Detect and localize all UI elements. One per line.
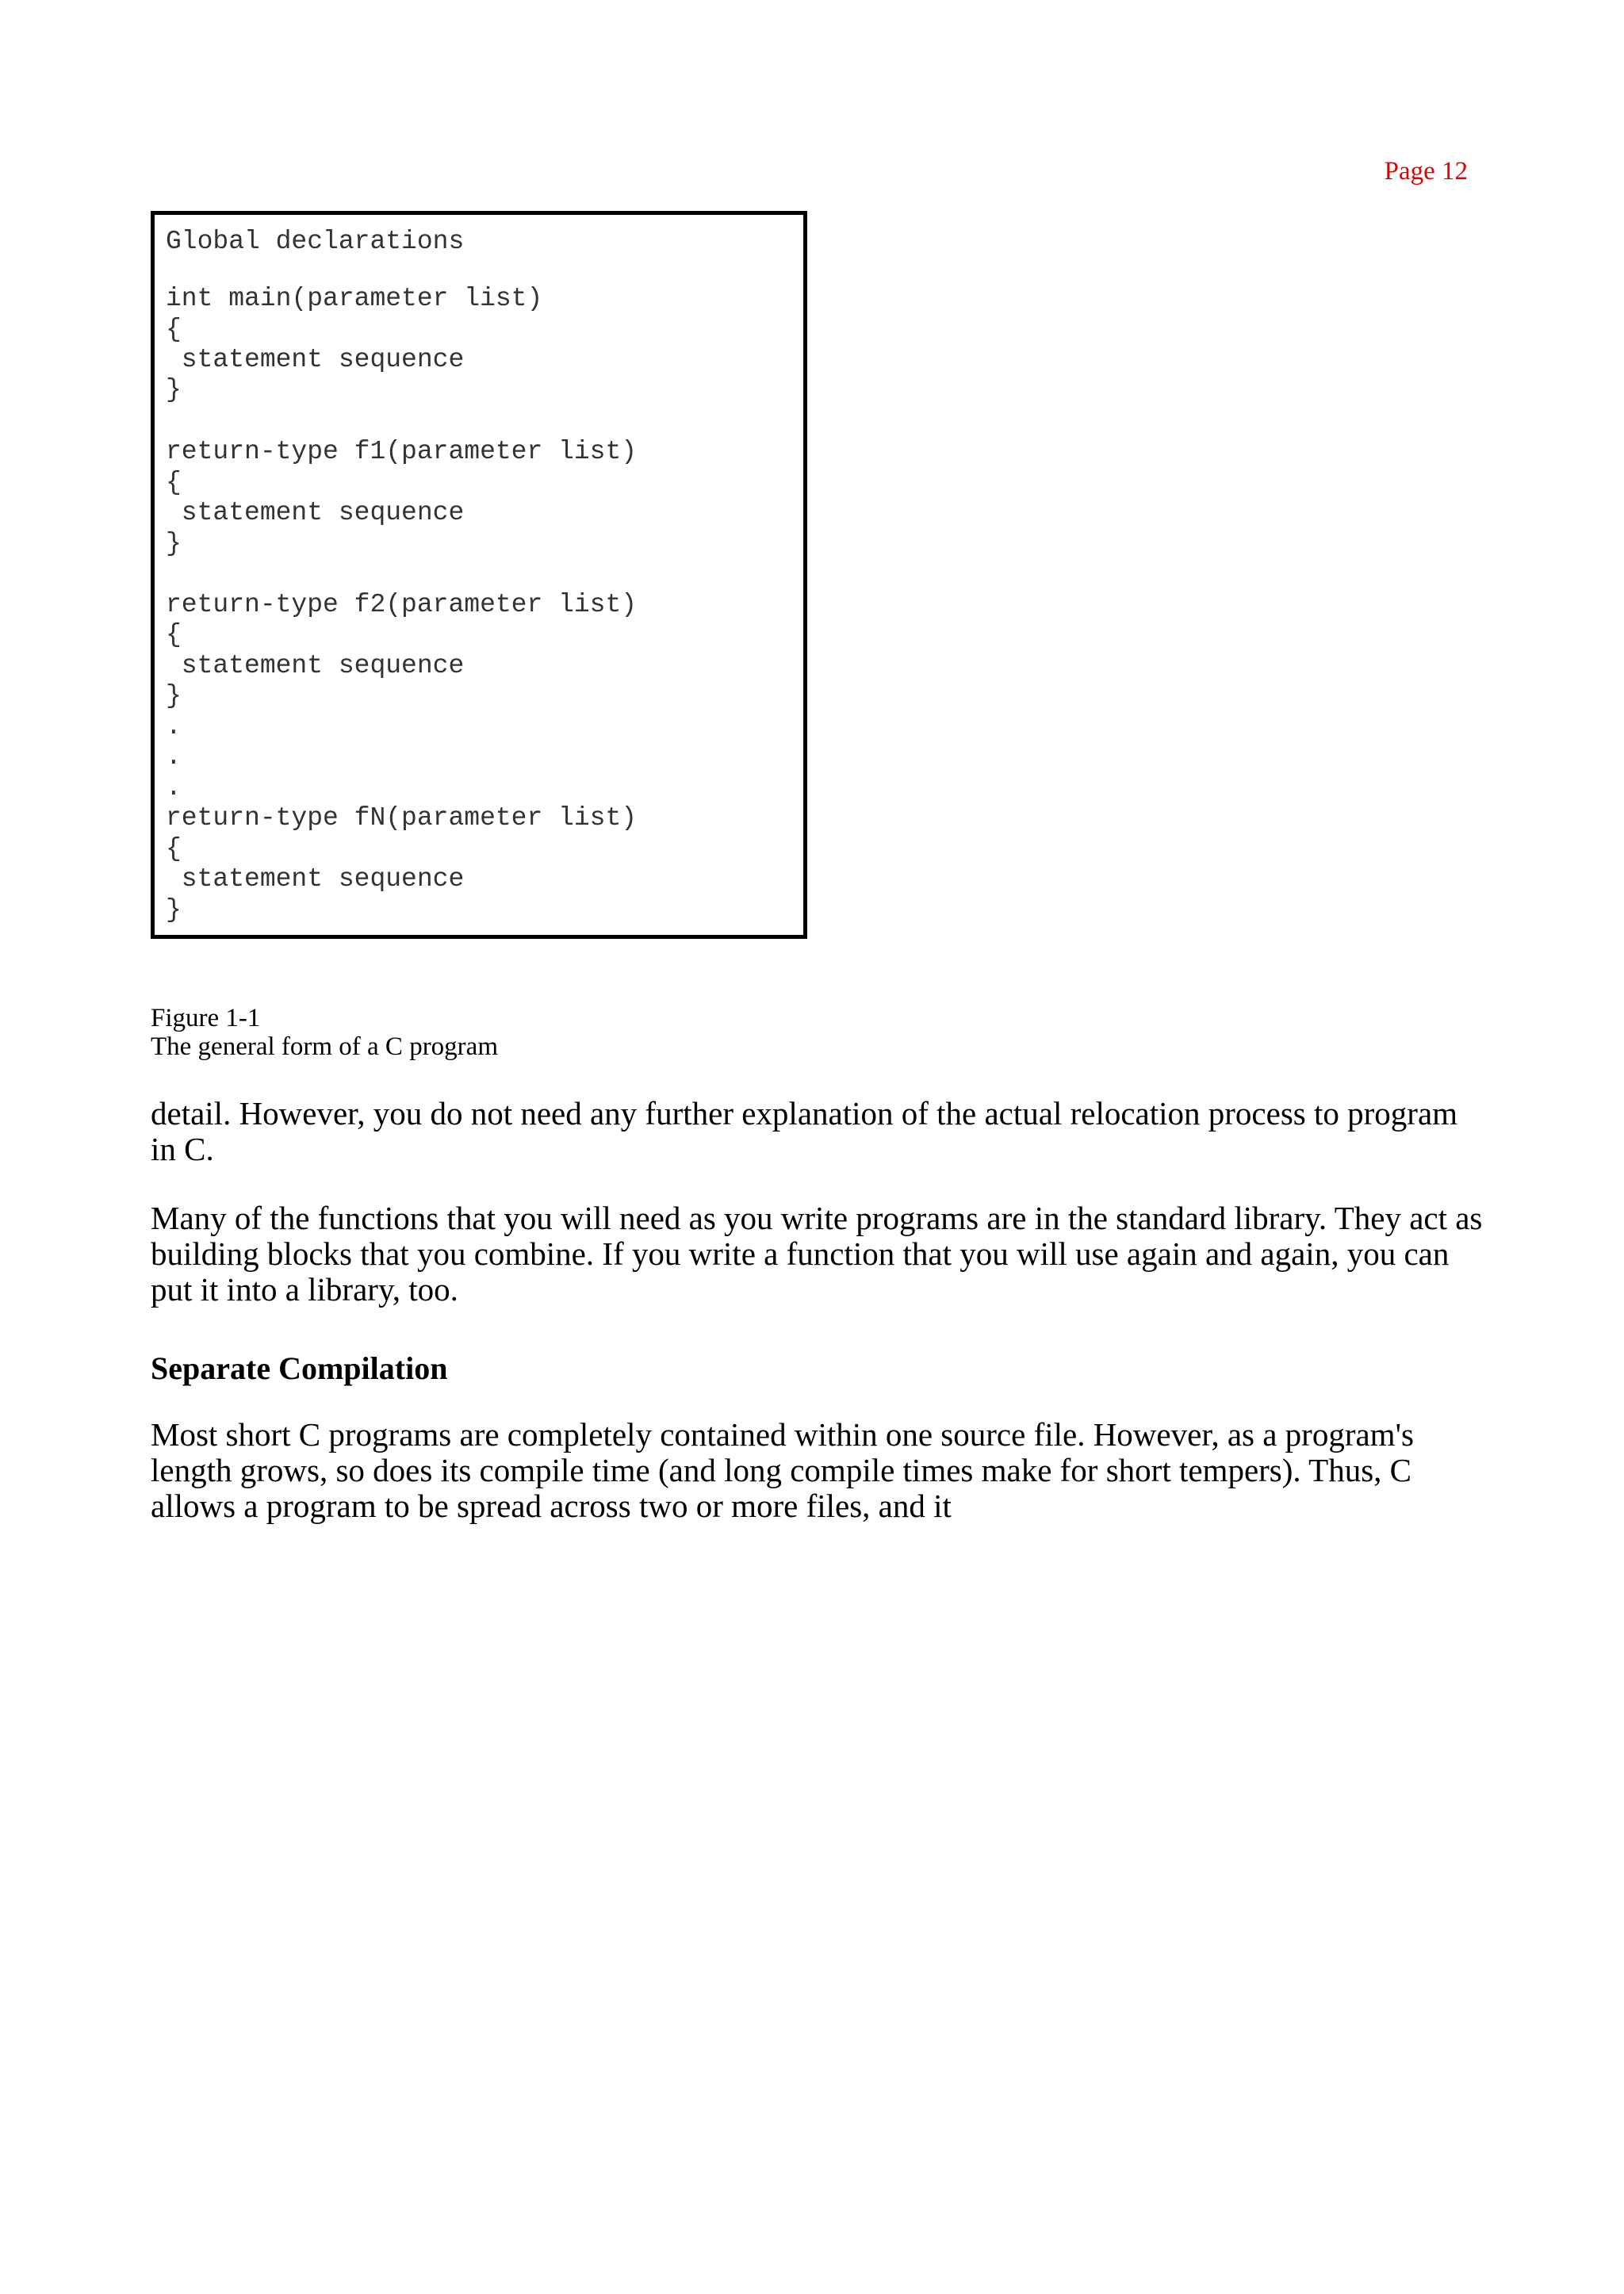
code-line: statement sequence [166,651,465,680]
code-line: . [166,773,182,802]
figure-label: Figure 1-1 [151,1004,261,1032]
code-figure-box [151,211,807,939]
code-line: { [166,620,182,649]
code-line: return-type f1(parameter list) [166,437,638,466]
code-line: } [166,375,182,404]
code-line: . [166,742,182,772]
code-line: Global declarations [166,227,465,256]
code-line: { [166,468,182,497]
code-line: int main(parameter list) [166,284,543,313]
code-line: } [166,895,182,925]
body-paragraph: detail. However, you do not need any further explanation of the actual relocation process to program in C. [151,1095,1458,1167]
code-line: } [166,681,182,710]
code-line: } [166,529,182,558]
code-line: statement sequence [166,345,465,374]
code-line: return-type f2(parameter list) [166,590,638,619]
code-line: statement sequence [166,498,465,527]
figure-caption [151,1004,498,1061]
code-line: { [166,834,182,864]
code-line: statement sequence [166,864,465,894]
code-line: . [166,712,182,741]
figure-caption-text: The general form of a C program [151,1032,498,1061]
body-paragraph: Many of the functions that you will need as you write programs are in the standard library. They act as building blocks that you combine. If you write a function that you will use again and again, you can put it into a library, too. [151,1200,1483,1308]
code-line: { [166,315,182,344]
section-heading: Separate Compilation [151,1350,448,1386]
body-paragraph: Most short C programs are completely contained within one source file. However, as a program's length grows, so does its compile time (and long compile times make for short tempers). Thus, C allows a program to be spread across two or more files, and it [151,1416,1414,1524]
page-number: Page 12 [1384,157,1468,186]
code-line: return-type fN(parameter list) [166,803,638,833]
